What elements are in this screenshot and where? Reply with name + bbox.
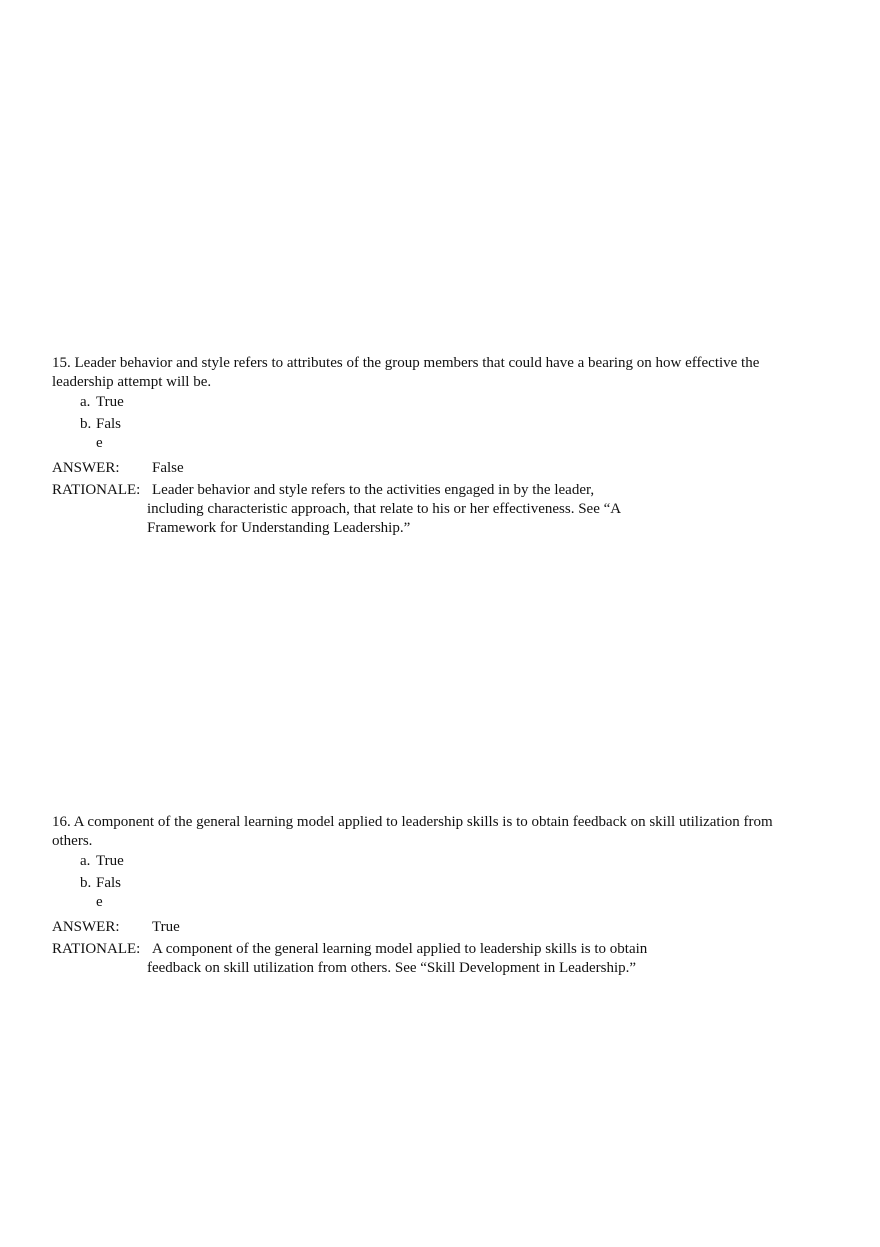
rationale-label: RATIONALE: <box>52 482 141 498</box>
option-b <box>52 415 822 455</box>
option-text: True <box>96 853 124 869</box>
rationale-text: A component of the general learning model applied to leadership skills is to obtain feedback on skill utilization from others. See “Skill Development in Leadership.” <box>147 941 648 976</box>
question-16 <box>52 813 822 978</box>
rationale-row <box>52 940 822 978</box>
option-letter: a. <box>80 853 91 869</box>
answer-row <box>52 459 822 478</box>
option-letter: b. <box>80 875 92 891</box>
question-stem: 15. Leader behavior and style refers to attributes of the group members that could have a bearing on how effective the leadership attempt will be. <box>52 355 760 390</box>
option-a <box>52 852 822 871</box>
rationale-text: Leader behavior and style refers to the activities engaged in by the leader, including characteristic approach, that relate to his or her effectiveness. See “A Framework for Understanding Leadership.” <box>147 482 622 536</box>
rationale-row <box>52 481 822 538</box>
option-b <box>52 874 822 914</box>
answer-value: False <box>152 460 184 476</box>
answer-label: ANSWER: <box>52 919 120 935</box>
option-text: Fals e <box>96 416 122 451</box>
option-text: Fals e <box>96 875 122 910</box>
option-a <box>52 393 822 412</box>
answer-value: True <box>152 919 180 935</box>
option-letter: a. <box>80 394 91 410</box>
answer-options <box>52 852 822 914</box>
rationale-label: RATIONALE: <box>52 941 141 957</box>
option-letter: b. <box>80 416 92 432</box>
answer-options <box>52 393 822 455</box>
option-text: True <box>96 394 124 410</box>
question-stem: 16. A component of the general learning model applied to leadership skills is to obtain feedback on skill utilization from others. <box>52 814 773 849</box>
answer-row <box>52 918 822 937</box>
question-15 <box>52 354 822 538</box>
answer-label: ANSWER: <box>52 460 120 476</box>
